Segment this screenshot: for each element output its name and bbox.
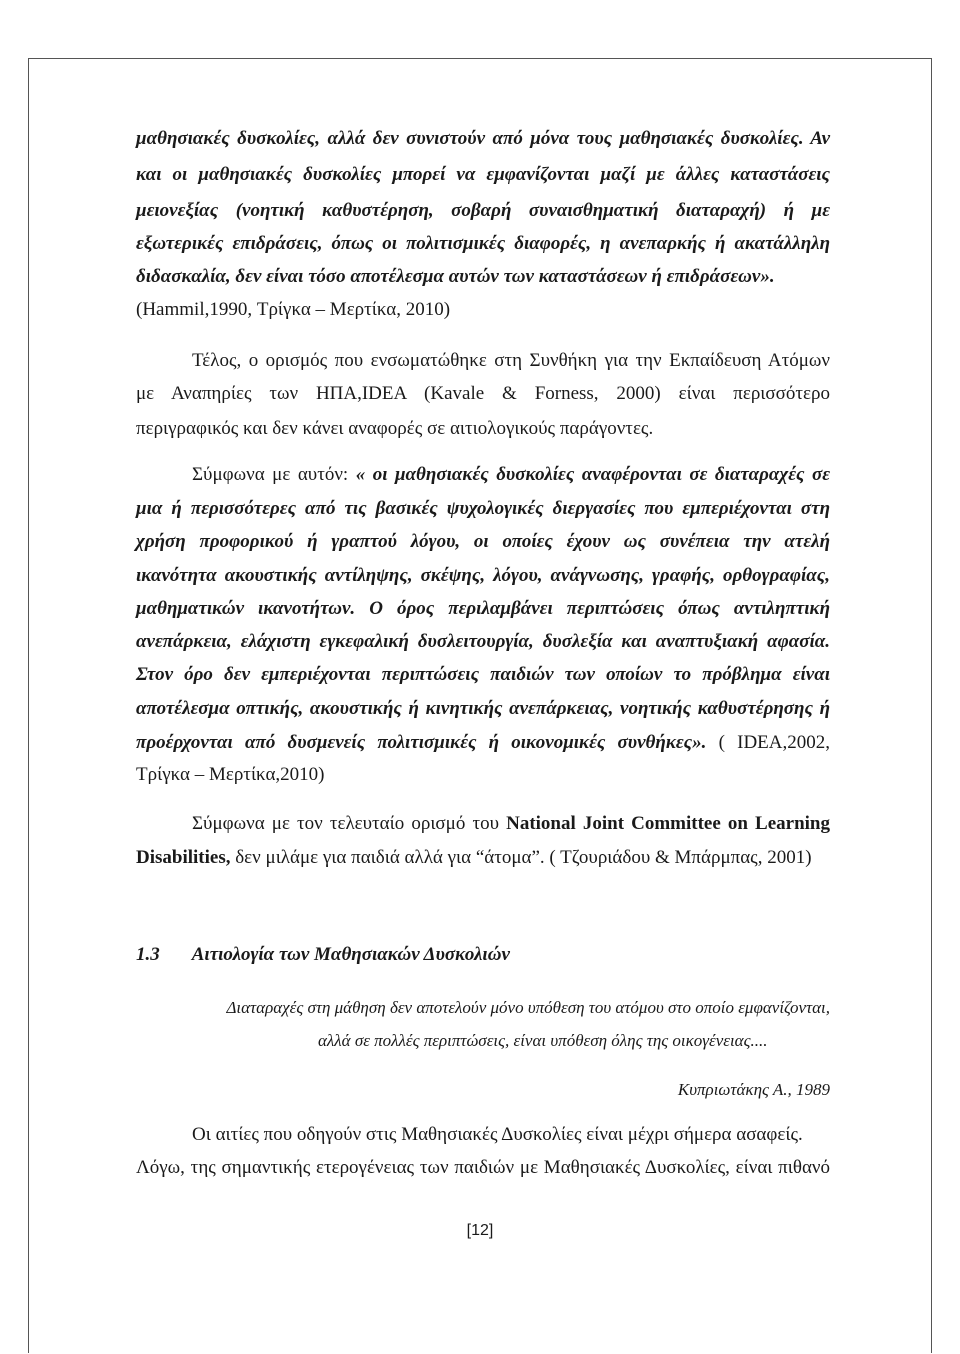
quote-line: εξωτερικές επιδράσεις, όπως οι πολιτισμικές διαφορές, η ανεπαρκής ή ακατάλληλη [136,233,830,254]
quote-line: και οι μαθησιακές δυσκολίες μπορεί να εμφανίζονται μαζί με άλλες καταστάσεις [136,164,830,185]
quote-line: χρήση προφορικού ή γραπτού λόγου, οι οποίες έχουν ως συνέπεια την ατελή [136,531,830,552]
quote-line: μαθησιακές δυσκολίες, αλλά δεν συνιστούν από μόνα τους μαθησιακές δυσκολίες. Αν [136,128,830,149]
section-number: 1.3 [136,944,160,965]
page-number: [12] [466,1222,494,1239]
epigraph-author: Κυπριωτάκης Α., 1989 [677,1080,830,1099]
paragraph-line [192,813,830,835]
plain-text: Σύμφωνα με αυτόν: [192,464,356,485]
paragraph-line [136,732,830,754]
quote-line: μια ή περισσότερες από τις βασικές ψυχολογικές διεργασίες που εμπεριέχονται στη [136,498,830,519]
quote-citation: (Hammil,1990, Τρίγκα – Μερτίκα, 2010) [136,299,451,320]
plain-text: Σύμφωνα με τον τελευταίο ορισμό του [192,813,507,834]
epigraph-line: Διαταραχές στη μάθηση δεν αποτελούν μόνο υπόθεση του ατόμου στο οποίο εμφανίζονται, [226,998,830,1017]
bold-text: Disabilities, [136,847,231,868]
epigraph-line: αλλά σε πολλές περιπτώσεις, είναι υπόθεση όλης της οικογένειας.... [318,1031,768,1050]
paragraph-line [192,464,830,486]
plain-text: ( IDEA,2002, [706,732,830,753]
bold-quote-text: « οι μαθησιακές δυσκολίες αναφέρονται σε διαταραχές σε [355,464,831,485]
plain-text: δεν μιλάμε για παιδιά αλλά για “άτομα”. ( Τζουριάδου & Μπάρμπας, 2001) [230,847,812,868]
bold-text: National Joint Committee on Learning [506,813,830,834]
paragraph-line: Λόγω, της σημαντικής ετερογένειας των παιδιών με Μαθησιακές Δυσκολίες, είναι πιθανό [136,1157,830,1178]
quote-line: αποτέλεσμα οπτικής, ακουστικής ή κινητικής ανεπάρκειας, νοητικής καθυστέρησης ή [136,698,830,719]
section-title: Αιτιολογία των Μαθησιακών Δυσκολιών [191,944,510,965]
quote-line: διδασκαλία, δεν είναι τόσο αποτέλεσμα αυτών των καταστάσεων ή επιδράσεων». [136,266,775,287]
paragraph-line [136,847,830,869]
quote-line: μαθηματικών ικανοτήτων. Ο όρος περιλαμβάνει περιπτώσεις όπως αντιληπτική [136,598,830,619]
citation-line: Τρίγκα – Μερτίκα,2010) [136,764,325,785]
paragraph-line: Οι αιτίες που οδηγούν στις Μαθησιακές Δυσκολίες είναι μέχρι σήμερα ασαφείς. [192,1124,803,1145]
paragraph-line: με Αναπηρίες των ΗΠΑ,IDEA (Kavale & Forness, 2000) είναι περισσότερο [136,383,830,404]
bold-quote-text: προέρχονται από δυσμενείς πολιτισμικές ή οικονομικές συνθήκες». [136,732,707,753]
section-heading [136,944,830,966]
quote-line: ικανότητα ακουστικής αντίληψης, σκέψης, λόγου, ανάγνωσης, γραφής, ορθογραφίας, [136,565,830,586]
quote-line: Στον όρο δεν εμπεριέχονται περιπτώσεις παιδιών των οποίων το πρόβλημα είναι [136,664,830,685]
quote-line: ανεπάρκεια, ελάχιστη εγκεφαλική δυσλειτουργία, δυσλεξία και αναπτυξιακή αφασία. [136,631,830,652]
paragraph-line: Τέλος, ο ορισμός που ενσωματώθηκε στη Συνθήκη για την Εκπαίδευση Ατόμων [192,350,830,371]
paragraph-line: περιγραφικός και δεν κάνει αναφορές σε αιτιολογικούς παράγοντες. [136,418,654,439]
quote-line: μειονεξίας (νοητική καθυστέρηση, σοβαρή συναισθηματική διαταραχή) ή με [136,200,830,221]
